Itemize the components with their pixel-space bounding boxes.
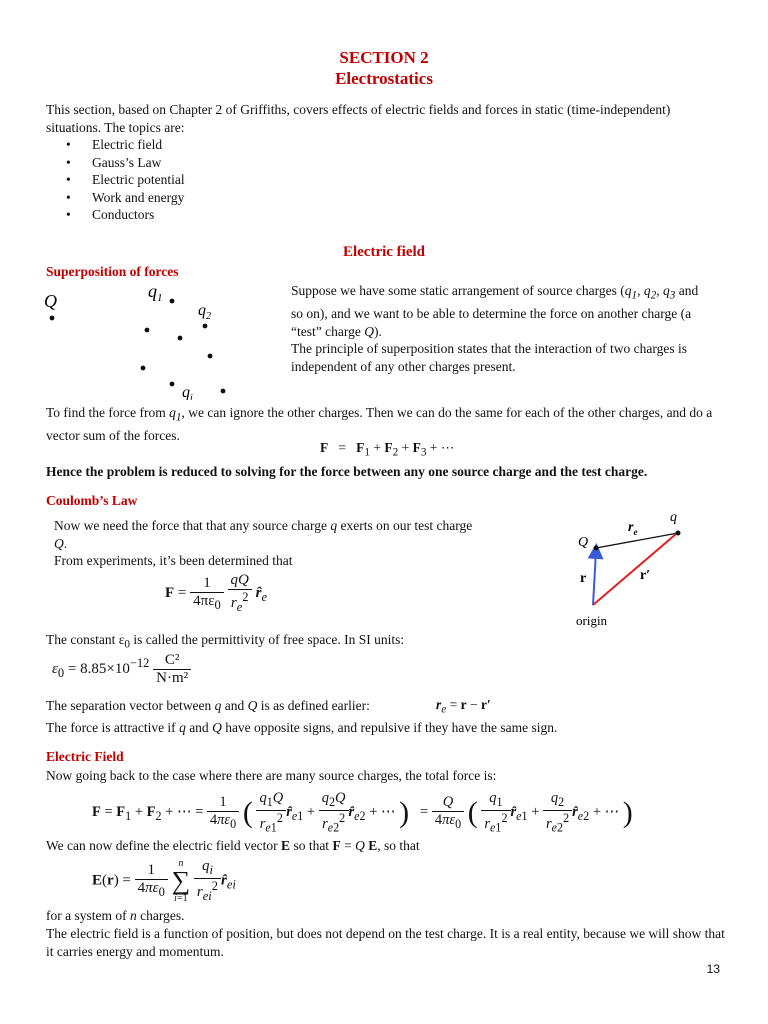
fig-label-rprime: r′ [640, 568, 651, 583]
section-title: Electrostatics [335, 69, 433, 88]
field-p2: We can now define the electric field vector E so that F = Q E, so that [46, 838, 420, 853]
coulomb-p3: The constant $\varepsilon_0$ is called the permittivity of free space. In SI units: [46, 632, 405, 651]
label-qi: $q_i$ [182, 384, 193, 400]
field-equation: E(r) = $\frac{1}{4\pi\varepsilon_0}$ n ∑ i=1 $\frac{q_i}{r_{ei}^2}$ $r̂_{ei}$ [92, 858, 236, 904]
superposition-heading: Superposition of forces [46, 264, 179, 279]
label-q2: $q_2$ [198, 302, 211, 322]
section-number: SECTION 2 [339, 48, 429, 67]
coulomb-p2: From experiments, it’s been determined that [54, 553, 293, 568]
charge-dot [170, 382, 175, 387]
fig-label-q: q [670, 510, 677, 525]
charge-dot [145, 328, 150, 333]
electric-field-heading: Electric field [342, 244, 426, 260]
field-heading: Electric Field [46, 749, 124, 764]
separation-vector-eq: $r_e = r - r'$ [436, 697, 491, 716]
label-Q: Q [44, 291, 57, 311]
charge-dot [203, 324, 208, 329]
intro-paragraph: This section, based on Chapter 2 of Griffiths, covers effects of electric fields and forces in static (time-independent) situations. The topics are: [46, 102, 671, 135]
topic-item: • Electric field [46, 136, 185, 154]
permittivity-equation: $\varepsilon_0 = 8.85\times 10^{-12}$ $\frac{\text{C²}}{\text{N·m²}}$ [52, 652, 191, 687]
charge-q-dot [676, 531, 681, 536]
vector-rprime-line [593, 534, 676, 605]
superposition-p2: The principle of superposition states that the interaction of two charges is independent of any other charges present. [291, 341, 688, 374]
charge-Q-dot [594, 546, 599, 551]
charge-dot [50, 316, 55, 321]
fig-label-origin: origin [576, 613, 608, 628]
label-q1: $q_1$ [148, 281, 163, 304]
superposition-conclusion: Hence the problem is reduced to solving for the force between any one source charge and the test charge. [46, 464, 648, 479]
coulomb-p1: Now we need the force that that any source charge q exerts on our test charge Q. [54, 518, 473, 551]
charge-dot [170, 299, 175, 304]
topic-item: • Gauss’s Law [46, 154, 185, 172]
superposition-p3: To find the force from $q_1$, we can ignore the other charges. Then we can do the same for each of the other charges, and do a vector sum of the forces. [46, 405, 713, 444]
superposition-p1: Suppose we have some static arrangement of source charges ($q_1$, $q_2$, $q_3$ and so on), and we want to be able to determine the force on another charge (a “test” charge Q). [291, 283, 699, 339]
fig-label-Q: Q [578, 535, 589, 550]
fig-label-r: r [580, 571, 587, 586]
coulomb-p5: The force is attractive if q and Q have opposite signs, and repulsive if they have the same sign. [46, 720, 558, 735]
page-number: 13 [706, 962, 720, 976]
charge-dot [221, 389, 226, 394]
coulomb-equation: F = $\frac{1}{4\pi\varepsilon_0}$ $\frac{qQ}{r_e^2}$ $r̂_e$ [165, 572, 268, 614]
total-force-equation: $F = F_1 + F_2$ + ⋯ = $\frac{1}{4\pi\varepsilon_0}$ ( $\frac{q_1Q}{r_{e1}^2}$ $r̂_{e1}$ + $\frac{q_2Q}{r_{e2}^2}$ $r̂_{e2}$ + ⋯ ) = $\frac{Q}{4\pi\varepsilon_0}$ ( $\frac{q_1}{r_{e1}^2}$ $r̂_{e1}$ + $\frac{q_2}{r_{e2}^2}$ $r̂_{e2}$ + ⋯ ) [92, 790, 633, 835]
topic-item: • Work and energy [46, 189, 185, 207]
vector-figure [570, 505, 700, 630]
fig-label-re: $r_e$ [628, 520, 638, 537]
topic-item: • Conductors [46, 206, 185, 224]
field-p4: The electric field is a function of position, but does not depend on the test charge. It is a real entity, because we will show that it carries energy and momentum. [46, 926, 725, 959]
field-p1: Now going back to the case where there are many source charges, the total force is: [46, 768, 497, 783]
topics-list [46, 136, 185, 224]
coulomb-heading: Coulomb’s Law [46, 493, 138, 508]
charge-dot [178, 336, 183, 341]
charge-dot [141, 366, 146, 371]
field-p3: for a system of n charges. [46, 908, 185, 923]
superposition-equation: $F = F_1 + F_2 + F_3$ + ⋯ [320, 440, 455, 459]
charges-figure [40, 280, 260, 400]
vector-r-arrow [593, 551, 596, 605]
charge-dot [208, 354, 213, 359]
topic-item: • Electric potential [46, 171, 185, 189]
coulomb-p4: The separation vector between q and Q is as defined earlier: [46, 698, 370, 713]
